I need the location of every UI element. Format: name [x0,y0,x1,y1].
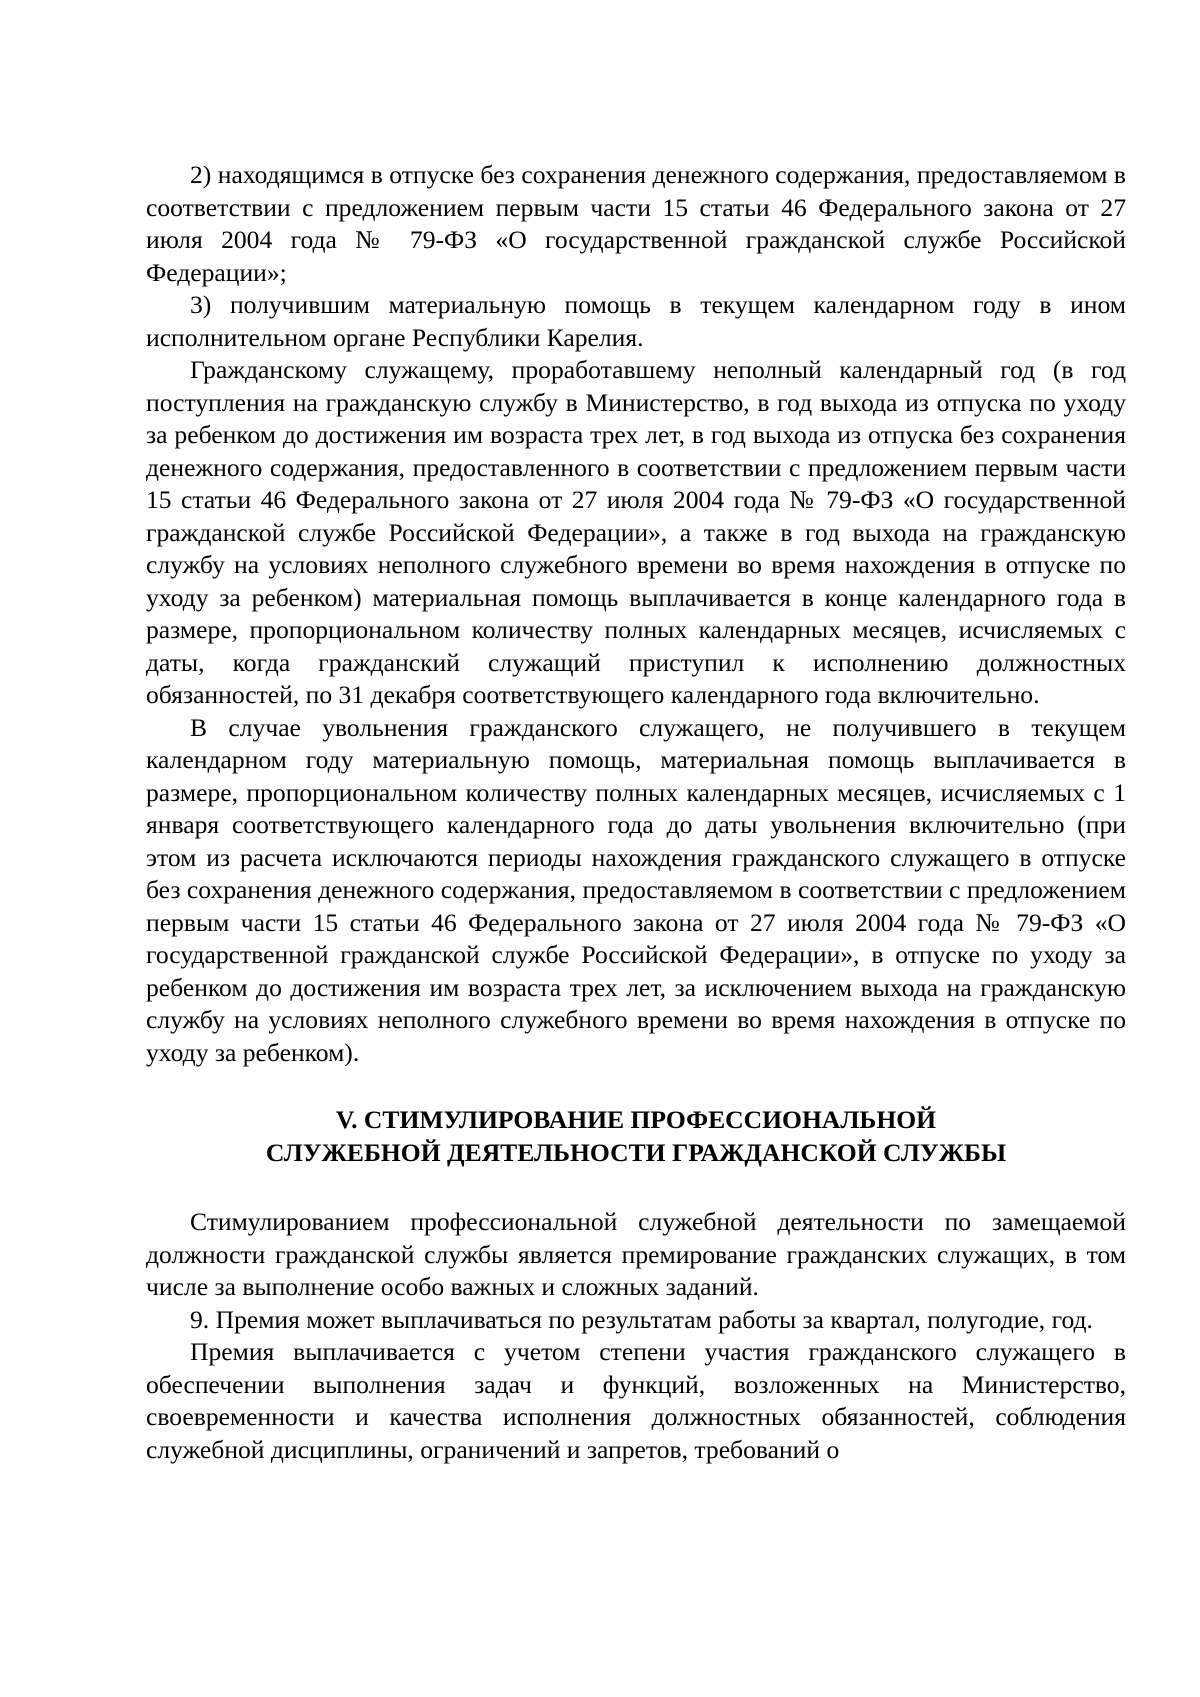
section-heading-line-2: СЛУЖЕБНОЙ ДЕЯТЕЛЬНОСТИ ГРАЖДАНСКОЙ СЛУЖБЫ [265,1137,1007,1167]
paragraph-item-9: 9. Премия может выплачиваться по результатам работы за квартал, полугодие, год. [190,1304,1093,1334]
paragraph-stimulation: Стимулированием профессиональной служебной деятельности по замещаемой должности гражданской службы является премирование гражданских служащих, в том числе за выполнение особо важных и сложных заданий. [146,1207,1126,1301]
paragraph-dismissal: В случае увольнения гражданского служащего, не получившего в текущем календарном году материальную помощь, материальная помощь выплачивается в размере, пропорциональном количеству полных календарных месяцев, исчисляемых с 1 января соответствующего календарного года до даты увольнения включительно (при этом из расчета исключаются периоды нахождения гражданского служащего в отпуске без сохранения денежного содержания, предоставляемом в соответствии с предложением первым части 15 статьи 46 Федерального закона от 27 июля 2004 года № 79-ФЗ «О государственной гражданской службе Российской Федерации», в отпуске по уходу за ребенком до достижения им возраста трех лет, за исключением выхода на гражданскую службу на условиях неполного служебного времени во время нахождения в отпуске по уходу за ребенком). [146,712,1126,1067]
paragraph-incomplete-year: Гражданскому служащему, проработавшему неполный календарный год (в год поступления на гражданскую службу в Министерство, в год выхода из отпуска по уходу за ребенком до достижения им возраста трех лет, в год выхода из отпуска без сохранения денежного содержания, предоставленного в соответствии с предложением первым части 15 статьи 46 Федерального закона от 27 июля 2004 года № 79-ФЗ «О государственной гражданской службе Российской Федерации», а также в год выхода на гражданскую службу на условиях неполного служебного времени во время нахождения в отпуске по уходу за ребенком) материальная помощь выплачивается в конце календарного года в размере, пропорциональном количеству полных календарных месяцев, исчисляемых с даты, когда гражданский служащий приступил к исполнению должностных обязанностей, по 31 декабря соответствующего календарного года включительно. [146,355,1126,709]
document-page [146,159,1126,1466]
paragraph-item-3: 3) получившим материальную помощь в текущем календарном году в ином исполнительном органе Республики Карелия. [146,290,1126,352]
section-heading-line-1: V. СТИМУЛИРОВАНИЕ ПРОФЕССИОНАЛЬНОЙ [335,1105,937,1134]
paragraph-item-2: 2) находящимся в отпуске без сохранения денежного содержания, предоставляемом в соответствии с предложением первым части 15 статьи 46 Федерального закона от 27 июля 2004 года № 79-ФЗ «О государственной гражданской службе Российской Федерации»; [146,160,1126,287]
section-heading [146,1104,1126,1169]
paragraph-bonus-conditions: Премия выплачивается с учетом степени участия гражданского служащего в обеспечении выполнения задач и функций, возложенных на Министерство, своевременности и качества исполнения должностных обязанностей, соблюдения служебной дисциплины, ограничений и запретов, требований о [146,1337,1126,1464]
